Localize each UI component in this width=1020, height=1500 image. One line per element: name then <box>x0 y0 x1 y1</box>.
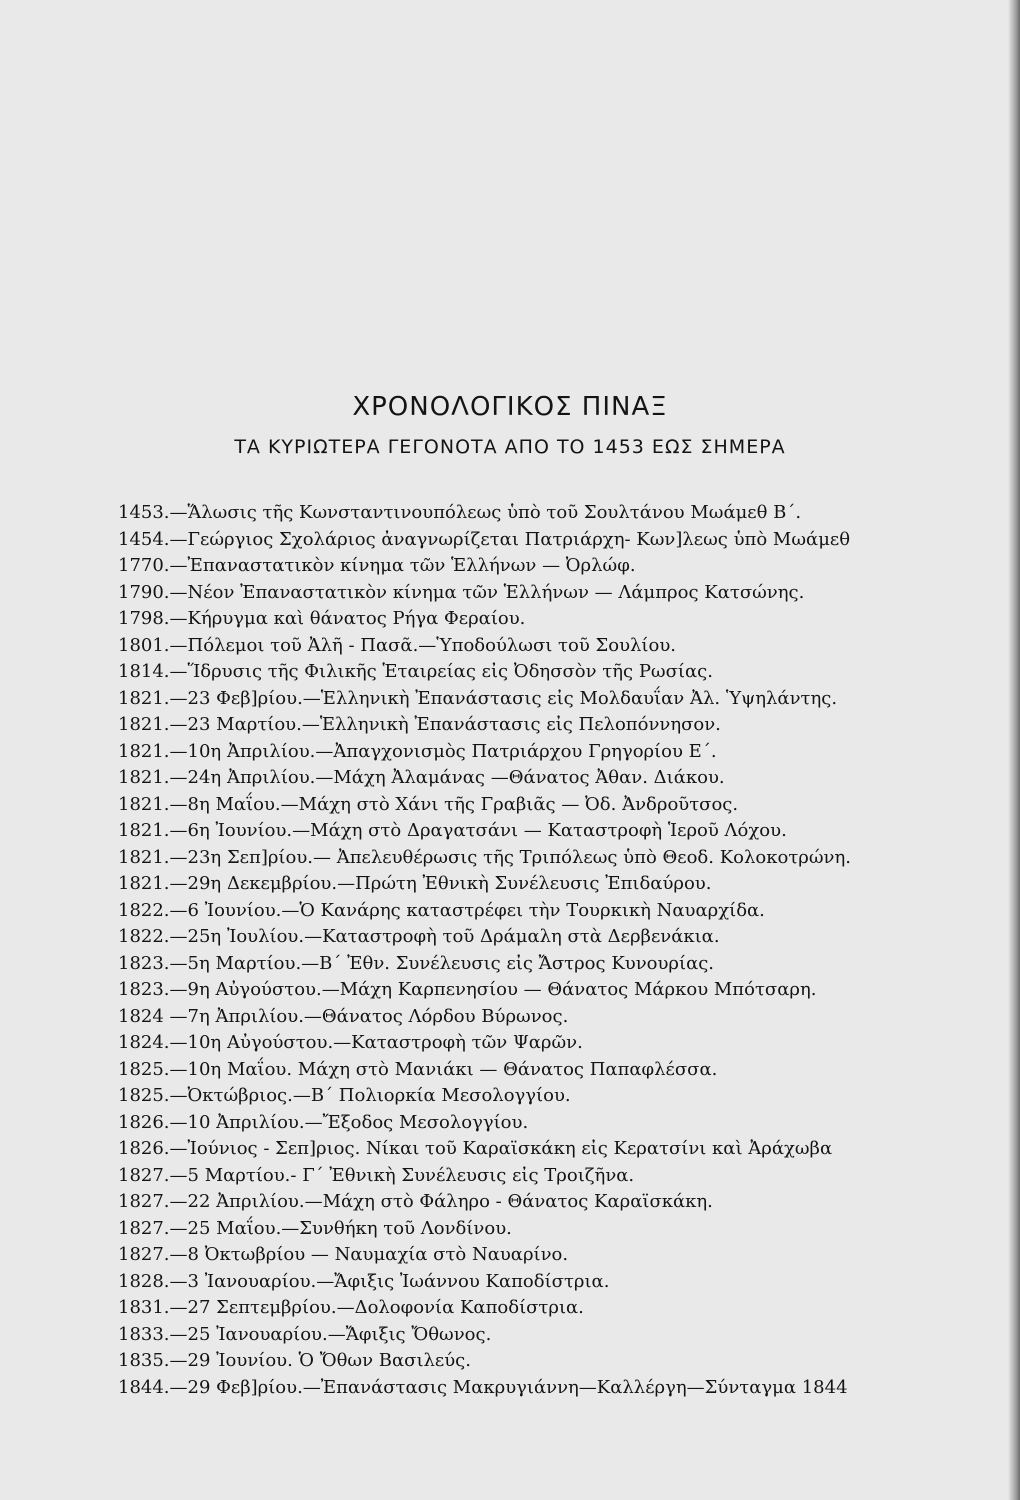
entry-event: —Ἰούνιος - Σεπ]ριος. Νίκαι τοῦ Καραϊσκάκη εἰς Κερατσίνι καὶ Ἀράχωβα <box>169 1138 833 1159</box>
entry-event: —8 Ὀκτωβρίου — Ναυμαχία στὸ Ναυαρίνο. <box>169 1244 569 1265</box>
entry-event: —6 Ἰουνίου.—Ὁ Κανάρης καταστρέφει τὴν Τουρκικὴ Ναυαρχίδα. <box>169 899 765 921</box>
chronology-entry <box>118 686 968 713</box>
chronology-entry <box>118 739 968 766</box>
entry-event: —Γεώργιος Σχολάριος ἀναγνωρίζεται Πατριάρχη- Κων]λεως ὑπὸ Μωάμεθ <box>169 528 851 550</box>
entry-event: —Ἅλωσις τῆς Κωνσταντινουπόλεως ὑπὸ τοῦ Σουλτάνου Μωάμεθ Β΄. <box>169 502 802 523</box>
entry-event: —7η Ἀπριλίου.—Θάνατος Λόρδου Βύρωνος. <box>163 1005 569 1027</box>
entry-year: 1822. <box>118 926 170 947</box>
entry-year: 1827. <box>118 1164 170 1186</box>
entry-year: 1798. <box>118 608 170 629</box>
chronology-entry <box>118 1004 968 1031</box>
entry-event: —24η Ἀπριλίου.—Μάχη Ἀλαμάνας —Θάνατος Ἀθαν. Διάκου. <box>169 767 725 788</box>
chronology-entry <box>118 871 968 898</box>
entry-year: 1821. <box>118 714 170 735</box>
entry-year: 1826. <box>118 1138 170 1159</box>
entry-event: —Ὀκτώβριος.—Β΄ Πολιορκία Μεσολογγίου. <box>169 1085 571 1106</box>
chronology-entry <box>118 606 968 633</box>
chronology-entry <box>118 1242 968 1269</box>
chronology-entry <box>118 1375 968 1402</box>
entry-event: —10 Ἀπριλίου.—Ἔξοδος Μεσολογγίου. <box>169 1111 529 1133</box>
chronology-entry <box>118 580 968 607</box>
entry-year: 1822. <box>118 899 170 921</box>
entry-event: —Πόλεμοι τοῦ Ἀλῆ - Πασᾶ.—Ὑποδούλωσι τοῦ Σουλίου. <box>169 634 676 656</box>
chronology-entry <box>118 527 968 554</box>
entry-event: —29η Δεκεμβρίου.—Πρώτη Ἐθνικὴ Συνέλευσις Ἐπιδαύρου. <box>169 873 712 894</box>
page-subtitle: ΤΑ ΚΥΡΙΩΤΕΡΑ ΓΕΓΟΝΟΤΑ ΑΠΟ ΤΟ 1453 ΕΩΣ ΣΗΜΕΡΑ <box>234 436 786 458</box>
entry-event: —22 Ἀπριλίου.—Μάχη στὸ Φάληρο - Θάνατος Καραϊσκάκη. <box>169 1191 713 1212</box>
page-title: ΧΡΟΝΟΛΟΓΙΚΟΣ ΠΙΝΑΞ <box>352 392 668 422</box>
chronology-entry <box>118 553 968 580</box>
entry-event: —25 Μαΐου.—Συνθήκη τοῦ Λονδίνου. <box>169 1217 512 1239</box>
entry-event: —Νέον Ἐπαναστατικὸν κίνημα τῶν Ἑλλήνων — Λάμπρος Κατσώνης. <box>169 581 805 603</box>
chronology-entry <box>118 500 968 527</box>
entry-year: 1823. <box>118 952 170 974</box>
chronology-list <box>118 500 968 1401</box>
chronology-entry <box>118 1057 968 1084</box>
entry-year: 1821. <box>118 767 170 788</box>
chronology-entry <box>118 977 968 1004</box>
entry-year: 1453. <box>118 502 170 523</box>
entry-year: 1824 <box>118 1005 164 1027</box>
entry-year: 1790. <box>118 581 170 603</box>
entry-year: 1821. <box>118 846 170 868</box>
entry-event: —5 Μαρτίου.- Γ΄ Ἐθνικὴ Συνέλευσις εἰς Τροιζῆνα. <box>169 1164 635 1186</box>
chronology-entry <box>118 633 968 660</box>
entry-year: 1826. <box>118 1111 170 1133</box>
entry-event: —23 Μαρτίου.—Ἑλληνικὴ Ἐπανάστασις εἰς Πελοπόννησον. <box>169 714 721 735</box>
entry-year: 1825. <box>118 1058 170 1080</box>
chronology-entry <box>118 712 968 739</box>
chronology-entry <box>118 951 968 978</box>
entry-event: —29 Ἰουνίου. Ὁ Ὄθων Βασιλεύς. <box>169 1350 471 1371</box>
chronology-entry <box>118 1030 968 1057</box>
entry-event: —25η Ἰουλίου.—Καταστροφὴ τοῦ Δράμαλη στὰ Δερβενάκια. <box>169 926 720 947</box>
entry-year: 1833. <box>118 1323 170 1345</box>
page-edge-shadow <box>1008 0 1020 1500</box>
chronology-entry <box>118 1110 968 1137</box>
entry-event: —6η Ἰουνίου.—Μάχη στὸ Δραγατσάνι — Καταστροφὴ Ἱεροῦ Λόχου. <box>169 820 787 841</box>
chronology-entry <box>118 1216 968 1243</box>
entry-year: 1844. <box>118 1376 170 1398</box>
entry-year: 1454. <box>118 528 170 550</box>
entry-event: —Ἐπαναστατικὸν κίνημα τῶν Ἑλλήνων — Ὀρλώφ. <box>169 555 636 576</box>
entry-year: 1831. <box>118 1297 170 1318</box>
chronology-entry <box>118 659 968 686</box>
entry-event: —10η Ἀπριλίου.—Ἀπαγχονισμὸς Πατριάρχου Γρηγορίου Ε΄. <box>169 740 717 762</box>
entry-event: —27 Σεπτεμβρίου.—Δολοφονία Καποδίστρια. <box>169 1297 584 1318</box>
entry-event: —29 Φεβ]ρίου.—Ἐπανάστασις Μακρυγιάννη—Καλλέργη—Σύνταγμα 1844 <box>169 1376 848 1398</box>
chronology-entry <box>118 845 968 872</box>
chronology-entry <box>118 1348 968 1375</box>
entry-event: —10η Αὐγούστου.—Καταστροφὴ τῶν Ψαρῶν. <box>169 1032 583 1053</box>
entry-year: 1821. <box>118 820 170 841</box>
chronology-entry <box>118 1083 968 1110</box>
chronology-entry <box>118 765 968 792</box>
entry-event: —25 Ἰανουαρίου.—Ἄφιξις Ὄθωνος. <box>169 1323 492 1345</box>
entry-year: 1821. <box>118 687 170 709</box>
entry-event: —5η Μαρτίου.—Β΄ Ἐθν. Συνέλευσις εἰς Ἄστρος Κυνουρίας. <box>169 952 715 974</box>
entry-year: 1821. <box>118 793 170 815</box>
chronology-entry <box>118 792 968 819</box>
entry-event: —9η Αὐγούστου.—Μάχη Καρπενησίου — Θάνατος Μάρκου Μπότσαρη. <box>169 979 817 1000</box>
entry-event: —Κήρυγμα καὶ θάνατος Ρήγα Φεραίου. <box>169 608 526 629</box>
entry-event: —8η Μαΐου.—Μάχη στὸ Χάνι τῆς Γραβιᾶς — Ὀδ. Ἀνδροῦτσος. <box>169 793 739 815</box>
chronology-entry <box>118 1269 968 1296</box>
entry-event: —23η Σεπ]ρίου.— Ἀπελευθέρωσις τῆς Τριπόλεως ὑπὸ Θεοδ. Κολοκοτρώνη. <box>169 846 851 868</box>
entry-year: 1827. <box>118 1217 170 1239</box>
chronology-entry <box>118 1295 968 1322</box>
entry-event: —3 Ἰανουαρίου.—Ἄφιξις Ἰωάννου Καποδίστρια. <box>169 1270 610 1292</box>
chronology-entry <box>118 924 968 951</box>
entry-year: 1821. <box>118 740 170 762</box>
entry-event: —23 Φεβ]ρίου.—Ἑλληνικὴ Ἐπανάστασις εἰς Μολδαυΐαν Ἀλ. Ὑψηλάντης. <box>169 687 838 709</box>
chronology-entry <box>118 1322 968 1349</box>
entry-year: 1827. <box>118 1191 170 1212</box>
entry-year: 1828. <box>118 1270 170 1292</box>
chronology-entry <box>118 818 968 845</box>
entry-year: 1814. <box>118 661 170 682</box>
chronology-entry <box>118 1136 968 1163</box>
chronology-entry <box>118 1189 968 1216</box>
chronology-entry <box>118 1163 968 1190</box>
entry-year: 1770. <box>118 555 170 576</box>
entry-year: 1821. <box>118 873 170 894</box>
entry-event: —Ἵδρυσις τῆς Φιλικῆς Ἑταιρείας εἰς Ὀδησσὸν τῆς Ρωσίας. <box>169 661 713 682</box>
entry-year: 1801. <box>118 634 170 656</box>
entry-year: 1825. <box>118 1085 170 1106</box>
entry-event: —10η Μαΐου. Μάχη στὸ Μανιάκι — Θάνατος Παπαφλέσσα. <box>169 1058 718 1080</box>
entry-year: 1827. <box>118 1244 170 1265</box>
chronology-entry <box>118 898 968 925</box>
entry-year: 1824. <box>118 1032 170 1053</box>
entry-year: 1835. <box>118 1350 170 1371</box>
entry-year: 1823. <box>118 979 170 1000</box>
